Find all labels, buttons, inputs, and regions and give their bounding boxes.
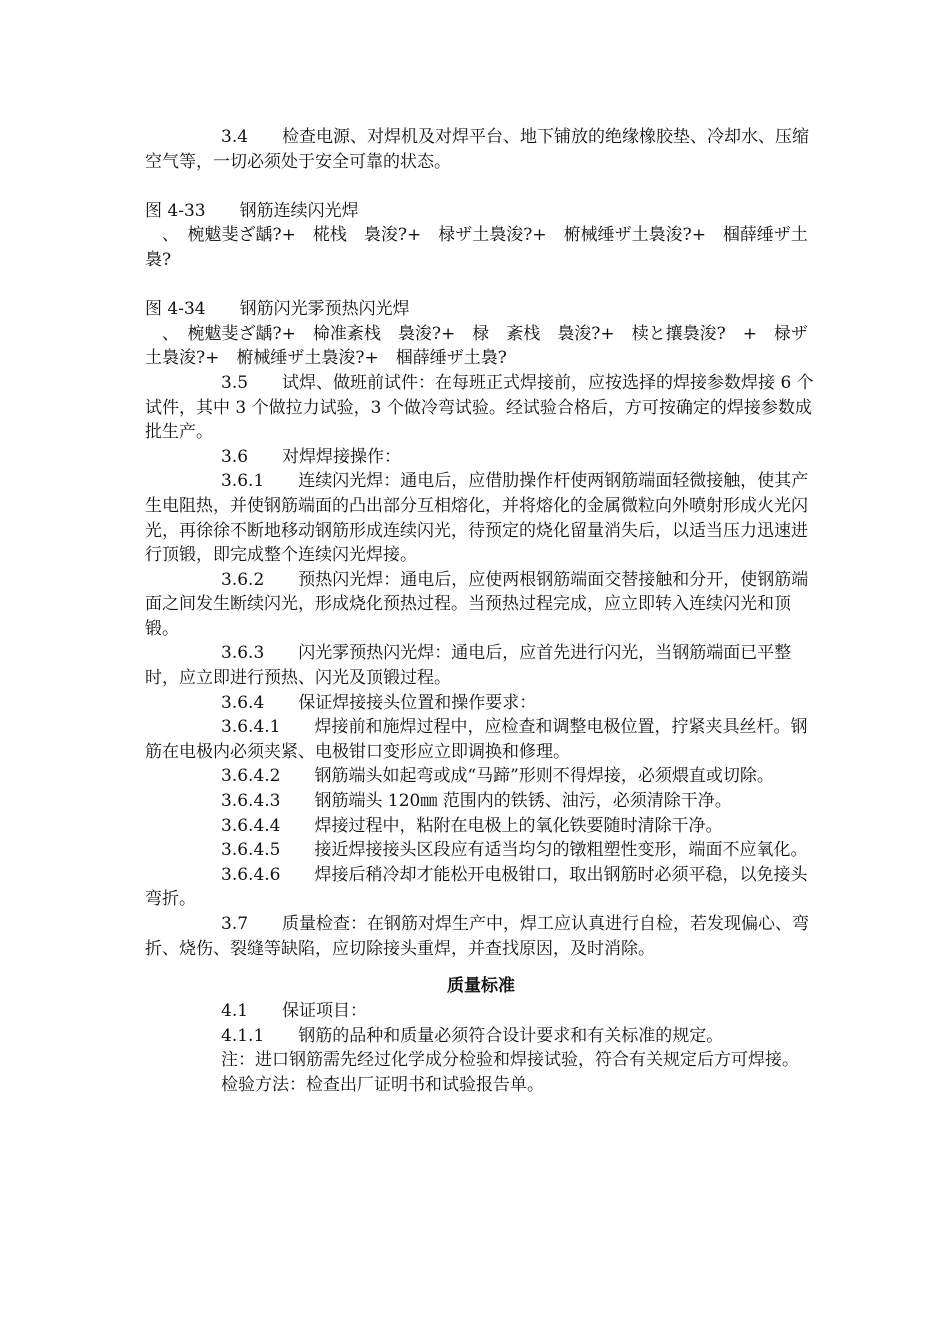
figure-4-34-caption: 图 4-34 钢筋闪光雺预热闪光焊: [145, 299, 410, 320]
paragraph-3-6-3: 3.6.3 闪光雺预热闪光焊：通电后，应首先进行闪光，当钢筋端面已平整时，应立即进行预热、闪光及顶锻过程。: [145, 643, 792, 689]
inspection-method: 检验方法：检查出厂证明书和试验报告单。: [221, 1074, 544, 1095]
spacer: [145, 174, 817, 199]
paragraph-3-6-4-1: 3.6.4.1 焊接前和施焊过程中，应检查和调整电极位置，拧紧夹具丝杆。钢筋在电极内必须夹紧、电极钳口变形应立即调换和修理。: [145, 717, 808, 762]
paragraph-3-6-2: 3.6.2 预热闪光焊：通电后，应使两根钢筋端面交替接触和分开，使钢筋端面之间发生断续闪光，形成烧化预热过程。当预热过程完成，应立即转入连续闪光和顶锻。: [145, 569, 809, 639]
spacer: [145, 961, 817, 973]
figure-4-33-garbled-text: 、 椀魃斐ざ龋?+ 椛栈 裊浚?+ 椂ザ土裊浚?+ 椨械缍ザ土裊浚?+ 椢薛缍ザ土裊?: [145, 225, 808, 270]
paragraph-4-1: 4.1 保证项目：: [221, 1001, 368, 1022]
figure-4-34-garbled-text: 、 椀魃斐ざ龋?+ 椧准紊栈 裊浚?+ 椂 紊栈 裊浚?+ 椟と攘裊浚? + 椂ザ土裊浚?+ 椨械缍ザ土裊浚?+ 椢薛缍ザ土裊?: [145, 323, 808, 369]
paragraph-3-6-4: 3.6.4 保证焊接接头位置和操作要求：: [221, 692, 537, 713]
paragraph-3-6-1: 3.6.1 连续闪光焊：通电后，应借肋操作杆使两钢筋端面轻微接触，使其产生电阻热，并使钢筋端面的凸出部分互相熔化，并将熔化的金属微粒向外喷射形成火光闪光，再徐徐不断地移动钢筋形成连续闪光，待预定的烧化留量消失后，以适当压力迅速进行顶锻，即完成整个连续闪光焊接。: [145, 471, 809, 566]
paragraph-3-6: 3.6 对焊焊接操作：: [221, 446, 402, 467]
document-page: [145, 125, 817, 1098]
paragraph-3-6-4-6: 3.6.4.6 焊接后稍冷却才能松开电极钳口，取出钢筋时必须平稳，以免接头弯折。: [145, 864, 808, 910]
paragraph-3-6-4-4: 3.6.4.4 焊接过程中，粘附在电极上的氧化铁要随时清除干净。: [221, 815, 723, 836]
paragraph-3-7: 3.7 质量检查：在钢筋对焊生产中，焊工应认真进行自检，若发现偏心、弯折、烧伤、裂缝等缺陷，应切除接头重焊，并查找原因，及时消除。: [145, 914, 810, 959]
section-heading-quality-standard: 质量标准: [447, 976, 515, 997]
note-paragraph: 注：进口钢筋需先经过化学成分检验和焊接试验，符合有关规定后方可焊接。: [221, 1050, 799, 1071]
paragraph-3-4: 3.4 检查电源、对焊机及对焊平台、地下铺放的绝缘橡胶垫、冷却水、压缩空气等，一切必须处于安全可靠的状态。: [145, 127, 810, 172]
figure-4-33-caption: 图 4-33 钢筋连续闪光焊: [145, 200, 359, 221]
paragraph-4-1-1: 4.1.1 钢筋的品种和质量必须符合设计要求和有关标准的规定。: [221, 1025, 724, 1046]
spacer: [145, 273, 817, 298]
paragraph-3-5: 3.5 试焊、做班前试件：在每班正式焊接前，应按选择的焊接参数焊接 6 个试件，其中 3 个做拉力试验，3 个做冷弯试验。经试验合格后，方可按确定的焊接参数成批生产。: [145, 372, 814, 443]
paragraph-3-6-4-2: 3.6.4.2 钢筋端头如起弯或成“马蹄”形则不得焊接，必须煨直或切除。: [221, 766, 774, 787]
paragraph-3-6-4-5: 3.6.4.5 接近焊接接头区段应有适当均匀的镦粗塑性变形，端面不应氧化。: [221, 840, 808, 861]
paragraph-3-6-4-3: 3.6.4.3 钢筋端头 120㎜ 范围内的铁锈、油污，必须清除干净。: [221, 791, 732, 812]
